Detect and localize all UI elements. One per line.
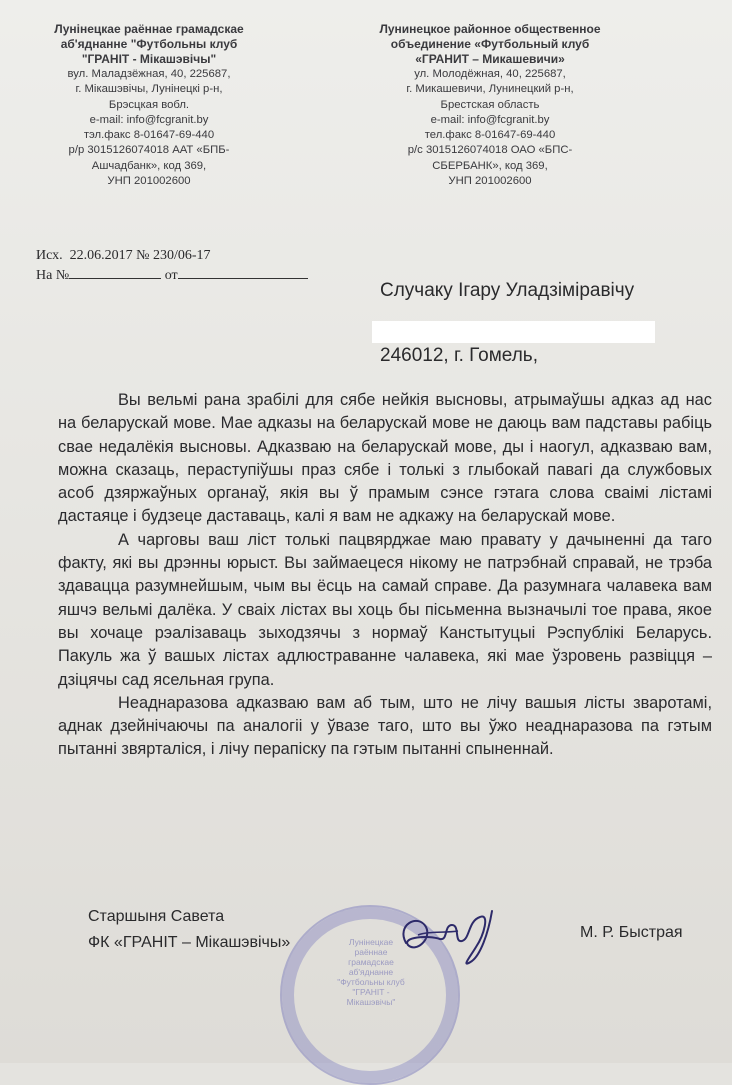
- header-org-line: Лунінецкае раённае грамадскае: [54, 22, 244, 36]
- signature-stroke: [403, 911, 492, 964]
- outgoing-ref-value: 22.06.2017 № 230/06-17: [69, 248, 211, 263]
- header-contact-line: e-mail: info@fcgranit.by: [89, 113, 209, 126]
- outgoing-reference: [36, 247, 308, 285]
- recipient-city: 246012, г. Гомель,: [380, 345, 538, 366]
- stamp-line: Лунінецкае: [348, 937, 394, 947]
- header-org-line: аб'яднанне "Футбольны клуб: [60, 37, 238, 51]
- reply-ref-label: На №: [36, 268, 70, 283]
- signer-title-line: Старшыня Савета: [88, 908, 225, 925]
- header-contact-line: СБЕРБАНК», код 369,: [432, 159, 548, 172]
- header-contact-line: УНП 201002600: [448, 175, 532, 188]
- outgoing-ref-label: Исх.: [36, 248, 63, 263]
- stamp-line: Мікашэвічы": [346, 997, 396, 1007]
- header-russian: [355, 22, 625, 189]
- header-contact-line: e-mail: info@fcgranit.by: [430, 113, 550, 126]
- signer-name: М. Р. Быстрая: [580, 924, 683, 941]
- stamp-line: раённае: [354, 947, 388, 957]
- body-paragraph: Вы вельмі рана зрабілі для сябе нейкія высновы, атрымаўшы адказ ад нас на беларускай мове. Мае адказы на беларускай мове не даюць вам падставы рабіць свае недалёкія высновы. Адказваю на беларускай мове, ды і наогул, адказваю вам, можна сказаць, пераступіўшы праз сябе і толькі з глыбокай павагі да службовых асоб дзяржаўных органаў, якія вы ў прамым сэнсе гэтага слова сваімі лістамі дастаяце і будзеце даставаць, калі я вам не адкажу на беларускай мове.: [58, 391, 712, 526]
- stamp-line: аб'яднанне: [348, 967, 394, 977]
- signer-title-line: ФК «ГРАНІТ – Мікашэвічы»: [88, 934, 291, 951]
- header-contact-line: тел.факс 8-01647-69-440: [424, 129, 556, 142]
- header-address-line: вул. Маладзёжная, 40, 225687,: [67, 68, 231, 80]
- handwritten-signature: [388, 895, 508, 975]
- stamp-line: "Футбольны клуб: [337, 977, 405, 987]
- stamp-line: "ГРАНІТ -: [352, 987, 390, 997]
- header-org-line: «ГРАНИТ – Микашевичи»: [415, 52, 565, 66]
- reply-number-blank: [69, 265, 161, 279]
- header-address-line: ул. Молодёжная, 40, 225687,: [414, 68, 566, 80]
- reply-date-label: от: [164, 268, 178, 283]
- header-contact-line: р/с 3015126074018 ОАО «БПС-: [407, 144, 573, 157]
- header-address-line: г. Микашевичи, Лунинецкий р-н,: [406, 83, 574, 96]
- header-org-line: Лунинецкое районное общественное: [379, 22, 601, 36]
- header-contact-line: УНП 201002600: [107, 175, 191, 188]
- signer-title: [88, 904, 290, 956]
- header-contact-line: р/р 3015126074018 ААТ «БПБ-: [68, 144, 230, 157]
- header-address-line: Брестская область: [440, 98, 540, 111]
- recipient-name: Случаку Ігару Уладзіміравічу: [380, 280, 635, 301]
- header-org-line: "ГРАНІТ - Мікашэвічы": [81, 52, 217, 66]
- reply-ref-row: [36, 265, 308, 285]
- header-contact-line: тэл.факс 8-01647-69-440: [83, 129, 215, 142]
- header-contact-line: Ашчадбанк», код 369,: [91, 159, 207, 172]
- reply-date-blank: [178, 265, 308, 279]
- header-address-line: Брэсцкая вобл.: [108, 98, 190, 111]
- outgoing-ref-row: [36, 247, 308, 265]
- body-paragraph: Неаднаразова адказваю вам аб тым, што не лічу вашыя лісты зваротамі, аднак дзейнічаючы па аналогіі у ўвазе таго, што вы ўжо неаднаразова па гэтым пытанні звярталіся, і лічу перапіску па гэтым пытанні спыненнай.: [58, 693, 712, 759]
- letter-body: [58, 389, 712, 762]
- header-belarusian: [14, 22, 284, 189]
- body-paragraph: А чарговы ваш ліст толькі пацвярджае маю правату у дачыненні да таго факту, які вы дрэнны юрыст. Вы займаецеся нікому не патрэбнай справай, не трэба здавацца разумнейшым, чым вы ёсць на самай справе. Да разумнага чалавека вам яшчэ вельмі далёка. У сваіх лістах вы хоць бы пісьменна вызначылі тое права, якое вы хочаце рэалізаваць зыходзячы з нормаў Канстытуцыі Рэспублікі Беларусь. Пакуль жа ў вашых лістах адлюстраванне чалавека, які мае ўзровень развіцця – дзіцячы сад ясельная група.: [58, 530, 712, 689]
- redacted-address: [372, 321, 655, 343]
- header-org-line: объединение «Футбольный клуб: [390, 37, 590, 51]
- stamp-line: грамадскае: [348, 957, 394, 967]
- header-address-line: г. Мікашэвічы, Лунінецкі р-н,: [75, 83, 223, 96]
- signature-stroke: [418, 931, 458, 935]
